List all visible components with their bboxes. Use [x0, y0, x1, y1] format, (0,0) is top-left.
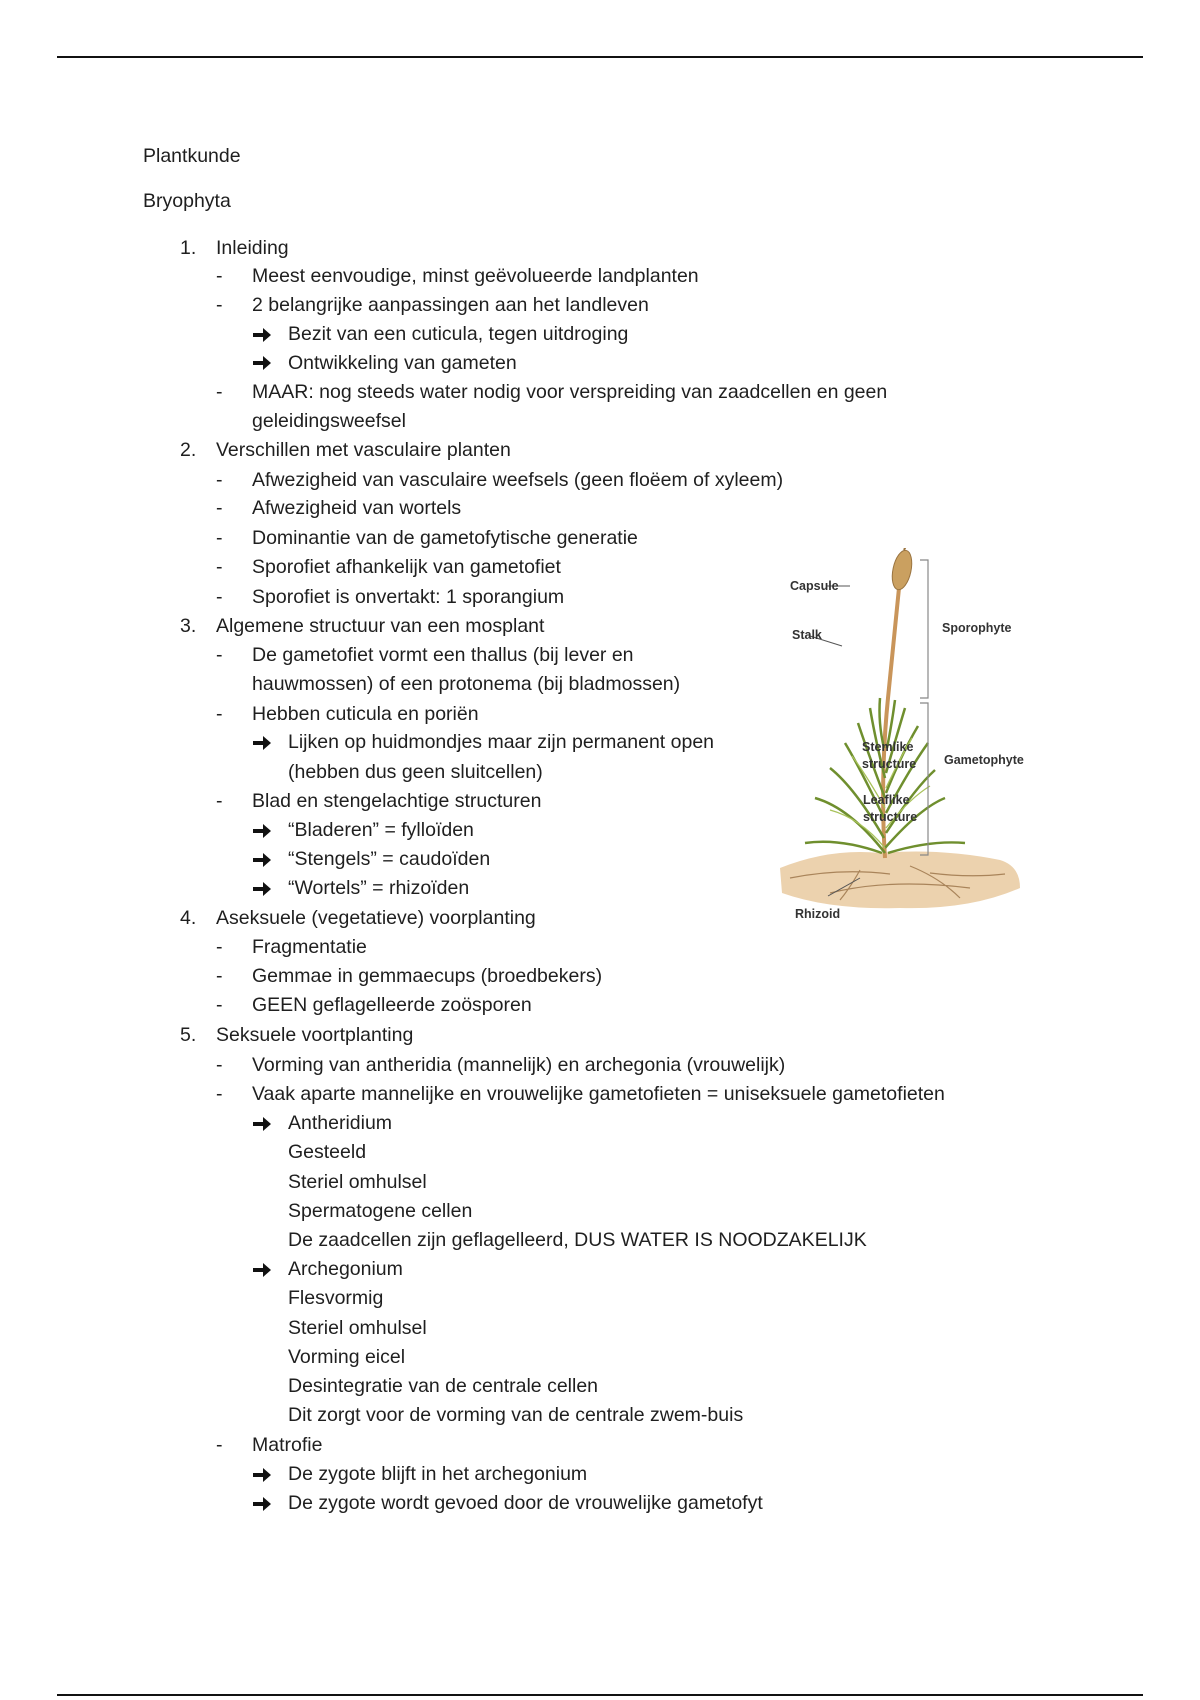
- section-number: 5.: [180, 1024, 197, 1046]
- list-item: Vaak aparte mannelijke en vrouwelijke gametofieten = uniseksuele gametofieten: [252, 1083, 945, 1105]
- dash-bullet: -: [216, 381, 223, 403]
- arrow-right-icon: [252, 353, 272, 373]
- list-item: Fragmentatie: [252, 936, 367, 958]
- label-capsule: Capsule: [790, 579, 839, 593]
- label-leaflike-2: structure: [863, 810, 918, 824]
- label-stemlike-2: structure: [862, 757, 917, 771]
- list-item: Meest eenvoudige, minst geëvolueerde landplanten: [252, 265, 699, 287]
- section-number: 4.: [180, 907, 197, 929]
- doc-title: Plantkunde: [143, 145, 241, 167]
- dash-bullet: -: [216, 556, 223, 578]
- list-item: GEEN geflagelleerde zoösporen: [252, 994, 532, 1016]
- list-item: “Bladeren” = fylloïden: [288, 819, 474, 841]
- list-item-detail: Dit zorgt voor de vorming van de centrale zwem-buis: [288, 1404, 744, 1426]
- section-heading: Seksuele voortplanting: [216, 1024, 414, 1046]
- list-item: Gemmae in gemmaecups (broedbekers): [252, 965, 603, 987]
- label-sporophyte: Sporophyte: [942, 621, 1012, 635]
- list-item: “Stengels” = caudoïden: [288, 848, 491, 870]
- dash-bullet: -: [216, 965, 223, 987]
- list-item-detail: Flesvormig: [288, 1287, 384, 1309]
- arrow-right-icon: [252, 733, 272, 753]
- list-item-detail: Steriel omhulsel: [288, 1171, 427, 1193]
- dash-bullet: -: [216, 703, 223, 725]
- dash-bullet: -: [216, 1083, 223, 1105]
- list-item: De zygote blijft in het archegonium: [288, 1463, 588, 1485]
- list-item: Matrofie: [252, 1434, 323, 1456]
- dash-bullet: -: [216, 294, 223, 316]
- section-heading: Aseksuele (vegetatieve) voorplanting: [216, 907, 536, 929]
- dash-bullet: -: [216, 527, 223, 549]
- dash-bullet: -: [216, 469, 223, 491]
- list-item: MAAR: nog steeds water nodig voor verspreiding van zaadcellen en geen: [252, 381, 888, 403]
- list-item: “Wortels” = rhizoïden: [288, 877, 470, 899]
- label-rhizoid: Rhizoid: [795, 907, 841, 921]
- dash-bullet: -: [216, 586, 223, 608]
- list-item: Dominantie van de gametofytische generatie: [252, 527, 638, 549]
- arrow-right-icon: [252, 325, 272, 345]
- list-item: Antheridium: [288, 1112, 393, 1134]
- arrow-right-icon: [252, 1494, 272, 1514]
- doc-subtitle: Bryophyta: [143, 190, 231, 212]
- list-item: Afwezigheid van vasculaire weefsels (geen floëem of xyleem): [252, 469, 784, 491]
- list-item-detail: Vorming eicel: [288, 1346, 406, 1368]
- list-item: Afwezigheid van wortels: [252, 497, 462, 519]
- label-stemlike-1: Stemlike: [862, 740, 914, 754]
- list-item: Lijken op huidmondjes maar zijn permanent open: [288, 731, 715, 753]
- list-item: Sporofiet afhankelijk van gametofiet: [252, 556, 561, 578]
- list-item-continuation: hauwmossen) of een protonema (bij bladmossen): [252, 673, 681, 695]
- arrow-right-icon: [252, 1114, 272, 1134]
- list-item: De gametofiet vormt een thallus (bij lever en: [252, 644, 634, 666]
- arrow-right-icon: [252, 821, 272, 841]
- arrow-right-icon: [252, 1260, 272, 1280]
- list-item: Ontwikkeling van gameten: [288, 352, 517, 374]
- label-gametophyte: Gametophyte: [944, 753, 1024, 767]
- list-item-detail: Gesteeld: [288, 1141, 367, 1163]
- dash-bullet: -: [216, 644, 223, 666]
- section-heading: Algemene structuur van een mosplant: [216, 615, 545, 637]
- arrow-right-icon: [252, 1465, 272, 1485]
- list-item-detail: De zaadcellen zijn geflagelleerd, DUS WATER IS NOODZAKELIJK: [288, 1229, 867, 1251]
- list-item: De zygote wordt gevoed door de vrouwelijke gametofyt: [288, 1492, 763, 1514]
- list-item-detail: Desintegratie van de centrale cellen: [288, 1375, 599, 1397]
- dash-bullet: -: [216, 1054, 223, 1076]
- section-number: 3.: [180, 615, 197, 637]
- arrow-right-icon: [252, 879, 272, 899]
- section-heading: Inleiding: [216, 237, 289, 259]
- moss-diagram: [770, 548, 1080, 928]
- sporophyte-bracket: [920, 560, 928, 698]
- arrow-right-icon: [252, 850, 272, 870]
- list-item: Vorming van antheridia (mannelijk) en archegonia (vrouwelijk): [252, 1054, 786, 1076]
- dash-bullet: -: [216, 265, 223, 287]
- list-item: Bezit van een cuticula, tegen uitdroging: [288, 323, 629, 345]
- list-item-continuation: geleidingsweefsel: [252, 410, 406, 432]
- list-item: Blad en stengelachtige structuren: [252, 790, 542, 812]
- section-heading: Verschillen met vasculaire planten: [216, 439, 511, 461]
- list-item: Sporofiet is onvertakt: 1 sporangium: [252, 586, 565, 608]
- soil-shape: [780, 852, 1020, 909]
- label-stalk: Stalk: [792, 628, 822, 642]
- capsule-shape: [889, 549, 915, 592]
- capsule-tip: [904, 548, 907, 550]
- dash-bullet: -: [216, 936, 223, 958]
- section-number: 2.: [180, 439, 197, 461]
- list-item: Hebben cuticula en poriën: [252, 703, 479, 725]
- list-item-detail: Spermatogene cellen: [288, 1200, 473, 1222]
- dash-bullet: -: [216, 497, 223, 519]
- dash-bullet: -: [216, 1434, 223, 1456]
- section-number: 1.: [180, 237, 197, 259]
- list-item-continuation: (hebben dus geen sluitcellen): [288, 761, 543, 783]
- label-leaflike-1: Leaflike: [863, 793, 910, 807]
- list-item-detail: Steriel omhulsel: [288, 1317, 427, 1339]
- dash-bullet: -: [216, 790, 223, 812]
- list-item: Archegonium: [288, 1258, 403, 1280]
- dash-bullet: -: [216, 994, 223, 1016]
- list-item: 2 belangrijke aanpassingen aan het landleven: [252, 294, 649, 316]
